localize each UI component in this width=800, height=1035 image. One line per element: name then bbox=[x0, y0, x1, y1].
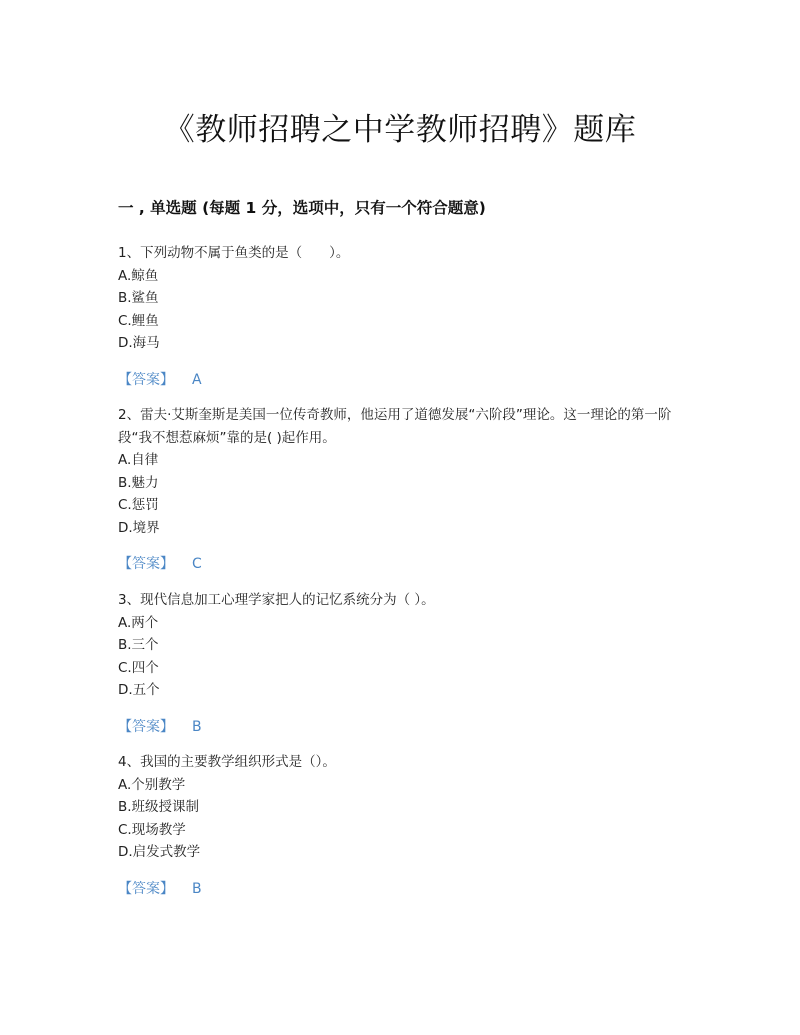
option-b: B.三个 bbox=[118, 637, 159, 653]
option-a: A.自律 bbox=[118, 452, 159, 468]
question-1 bbox=[118, 242, 690, 391]
option-c: C.四个 bbox=[118, 659, 159, 676]
question-stem: 3、现代信息加工心理学家把人的记忆系统分为（ ）。 bbox=[118, 592, 435, 608]
document-title: 《教师招聘之中学教师招聘》题库 bbox=[163, 112, 637, 148]
question-stem: 2、雷夫·艾斯奎斯是美国一位传奇教师，他运用了道德发展“六阶段”理论。这一理论的第一阶段“我不想惹麻烦”靠的是( )起作用。 bbox=[118, 407, 672, 446]
option-a: A.两个 bbox=[118, 614, 159, 631]
option-c: C.现场教学 bbox=[118, 821, 186, 838]
answer-value: C bbox=[192, 556, 202, 572]
answer-row bbox=[118, 716, 690, 738]
option-d: D.五个 bbox=[118, 682, 160, 698]
answer-label: 【答案】 bbox=[118, 880, 174, 897]
option-c: C.惩罚 bbox=[118, 497, 159, 513]
option-a: A.鲸鱼 bbox=[118, 267, 159, 284]
answer-label: 【答案】 bbox=[118, 371, 174, 388]
answer-label: 【答案】 bbox=[118, 718, 174, 735]
question-2 bbox=[118, 404, 690, 575]
answer-label: 【答案】 bbox=[118, 556, 174, 572]
question-4 bbox=[118, 751, 690, 900]
question-stem: 1、下列动物不属于鱼类的是（ ）。 bbox=[118, 245, 350, 261]
answer-row bbox=[118, 878, 690, 900]
question-3 bbox=[118, 589, 690, 738]
option-d: D.境界 bbox=[118, 519, 160, 536]
answer-value: B bbox=[192, 718, 202, 735]
option-b: B.魅力 bbox=[118, 474, 159, 491]
answer-value: B bbox=[192, 880, 202, 897]
option-a: A.个别教学 bbox=[118, 776, 186, 793]
answer-row bbox=[118, 553, 690, 575]
option-d: D.启发式教学 bbox=[118, 844, 201, 860]
answer-row bbox=[118, 369, 690, 391]
option-b: B.班级授课制 bbox=[118, 799, 200, 815]
section-heading: 一 , 单选题 (每题 1 分，选项中，只有一个符合题意) bbox=[118, 199, 486, 217]
option-b: B.鲨鱼 bbox=[118, 290, 159, 306]
question-stem: 4、我国的主要教学组织形式是（）。 bbox=[118, 754, 336, 770]
option-c: C.鲤鱼 bbox=[118, 312, 159, 329]
answer-value: A bbox=[192, 371, 202, 388]
option-d: D.海马 bbox=[118, 335, 160, 351]
